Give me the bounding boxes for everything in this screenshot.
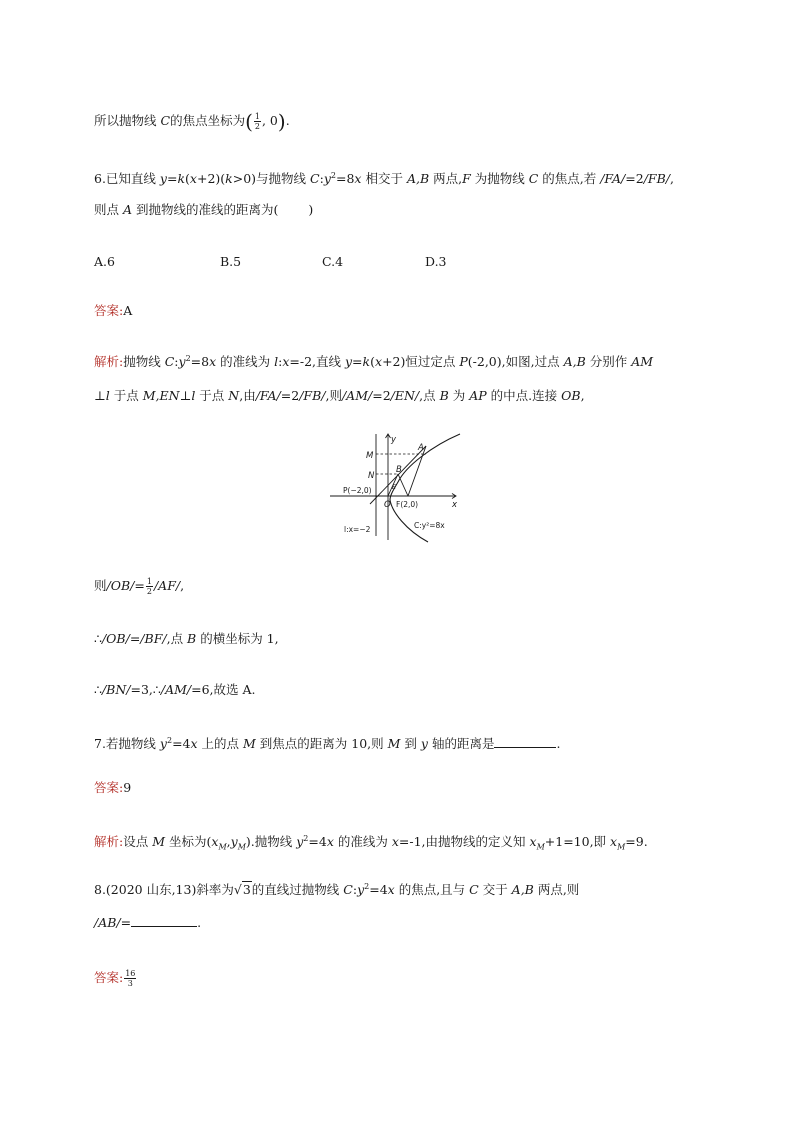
label-parabola: C:y²=8x [414, 521, 445, 530]
label-e: E [392, 483, 397, 491]
analysis-6-line-1: 解析:抛物线 $C:y^2=8x$ 的准线为 l:x=-2,直线 y=k(x+2)恒过定点 P(-2,0),如图,过点 A,B 分别作 AM [94, 354, 654, 370]
option-b: B.5 [220, 254, 242, 269]
analysis-7: 解析:设点 M 坐标为$(x_M,y_M)$.抛物线 $y^2=4x$ 的准线为 x=-1,由抛物线的定义知 $x_M+1=10$,即 $x_M=9$. [94, 834, 648, 852]
answer-label: 答案: [94, 303, 124, 318]
square-root: √3 [233, 882, 251, 898]
label-y-axis: y [391, 435, 397, 445]
fraction: $\frac{1}{2}$ [254, 112, 260, 131]
question-8-line-1: 8.(2020 山东,13)斜率为√3的直线过抛物线 $C:y^2=4x$ 的焦点,且与 C 交于 A,B 两点,则 [94, 877, 579, 900]
label-f: F(2,0) [396, 500, 419, 509]
answer-value: 9 [123, 780, 132, 795]
segment-bf [398, 474, 408, 496]
question-6-line-1: 6.已知直线 y=k(x+2)(k>0)与抛物线 $C:y^2=8x$ 相交于 A,B 两点,F 为抛物线 C 的焦点,若 /FA/=2/FB/, [94, 171, 674, 187]
statement-line-focus: 所以抛物线 C的焦点坐标为( $\frac{1}{2}$ , 0). [94, 109, 290, 134]
label-directrix: l:x=−2 [344, 525, 371, 534]
option-d: D.3 [425, 254, 447, 269]
fraction: $\frac{1}{2}$ [146, 577, 152, 596]
question-8-line-2: /AB/= . [94, 915, 202, 930]
analysis-6-line-2: ⊥l 于点 M,EN⊥l 于点 N,由/FA/=2/FB/,则/AM/=2/EN/,点 B 为 AP 的中点.连接 OB, [94, 388, 585, 403]
answer-6 [94, 301, 132, 321]
option-a: A.6 [94, 254, 115, 269]
analysis-6-step-2: ∴/OB/=/BF/,点 B 的横坐标为 1, [94, 631, 279, 646]
analysis-label: 解析: [94, 834, 124, 850]
answer-label: 答案: [94, 970, 124, 985]
question-6-line-2: 则点 A 到抛物线的准线的距离为( ) [94, 202, 314, 217]
answer-value: A [123, 303, 133, 318]
segment-af [408, 446, 426, 496]
label-m: M [366, 451, 374, 461]
answer-label: 答案: [94, 780, 124, 795]
label-n: N [368, 471, 375, 481]
label-a: A [418, 443, 424, 453]
analysis-6-step-1: 则/OB/= $\frac{1}{2}$ /AF/, [94, 577, 185, 596]
label-x-axis: x [452, 500, 458, 510]
answer-8 [94, 968, 137, 988]
analysis-label: 解析: [94, 354, 124, 370]
analysis-6-step-3: ∴/BN/=3,∴/AM/=6,故选 A. [94, 682, 256, 697]
answer-blank [131, 913, 197, 927]
answer-fraction: $\frac{16}{3}$ [125, 969, 136, 988]
label-b: B [396, 465, 402, 475]
answer-7 [94, 778, 131, 798]
label-o: O [384, 500, 391, 510]
question-7: 7.若抛物线 $y^2=4x$ 上的点 M 到焦点的距离为 10,则 M 到 y 轴的距离是 . [94, 736, 561, 752]
label-p: P(−2,0) [343, 486, 372, 495]
answer-blank [494, 734, 556, 748]
parabola-figure [328, 432, 464, 544]
option-c: C.4 [322, 254, 344, 269]
